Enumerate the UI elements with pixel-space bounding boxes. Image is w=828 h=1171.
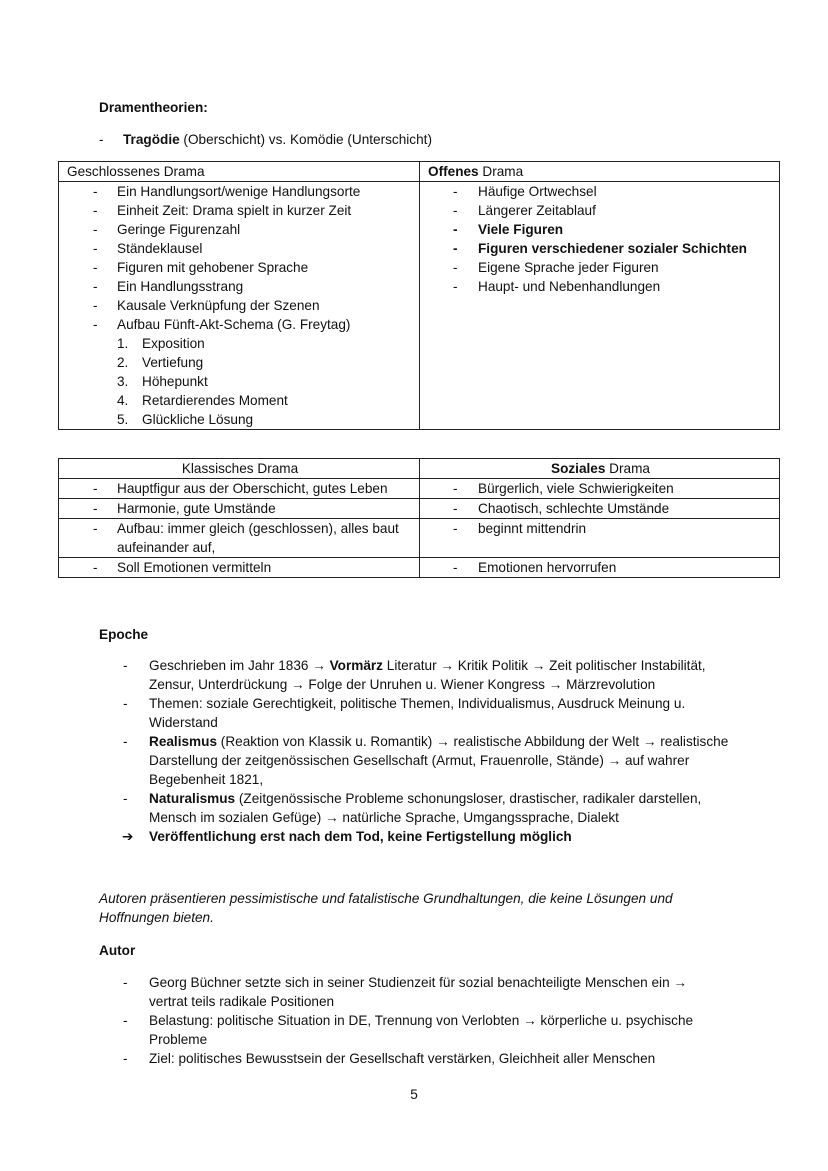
klassisch-sozial-table [58,458,780,578]
numbered-text: Exposition [142,336,205,351]
list-item: - Ein Handlungsstrang [67,277,413,296]
cell-text: - Hauptfigur aus der Oberschicht, gutes Leben [67,479,413,498]
cell-text: - Emotionen hervorrufen [428,558,773,577]
number-label: 1. [117,336,129,351]
cell-text: - Harmonie, gute Umstände [67,499,413,518]
table-cell [420,479,780,499]
cell-text: - Bürgerlich, viele Schwierigkeiten [428,479,773,498]
numbered-item [67,353,413,372]
list-item: - Längerer Zeitablauf [428,201,773,220]
list-item: - Häufige Ortwechsel [428,182,773,201]
item-text: Literatur → Kritik Politik → Zeit politischer Instabilität, Zensur, Unterdrückung → Folge der Unruhen u. Wiener Kongress → Märzrevolution [149,658,706,692]
cell-text: - Aufbau: immer gleich (geschlossen), alles baut aufeinander auf, [67,519,413,557]
intro-bold: Tragödie [123,132,180,147]
numbered-text: Glückliche Lösung [142,412,254,427]
numbered-text: Retardierendes Moment [142,393,288,408]
table-cell [420,519,780,558]
item-bold: Realismus [149,734,218,749]
list-item: - Haupt- und Nebenhandlungen [428,277,773,296]
numbered-item [67,372,413,391]
header-soziales-rest: Drama [605,461,650,476]
autor-list [0,973,828,1068]
table-row [59,499,780,519]
offenes-list [428,182,773,296]
item-text: Geschrieben im Jahr 1836 → [149,658,330,673]
header-offenes-rest: Drama [478,164,524,179]
intro-line [99,130,432,149]
item-bold: Vormärz [329,658,383,673]
numbered-text: Höhepunkt [142,374,208,389]
table-cell [420,558,780,578]
intro-rest: (Oberschicht) vs. Komödie (Unterschicht) [179,132,432,147]
table-header-row [59,459,780,479]
freytag-numbered-list [67,334,413,429]
table-cell [59,499,420,519]
header-geschlossenes: Geschlossenes Drama [59,162,420,182]
arrow-text: Veröffentlichung erst nach dem Tod, keine Fertigstellung möglich [149,829,572,844]
page-number: 5 [410,1087,418,1102]
list-item: - Ständeklausel [67,239,413,258]
table-header-row [59,162,780,182]
item-text: (Zeitgenössische Probleme schonungsloser, drastischer, radikaler darstellen, Mensch im sozialen Gefüge) → natürliche Sprache, Umgangssprache, Dialekt [149,791,702,825]
header-soziales-bold: Soziales [551,461,606,476]
drama-comparison-table [58,161,780,430]
list-item: - Viele Figuren [428,220,773,239]
header-offenes [420,162,780,182]
numbered-item [67,334,413,353]
list-item: - Ein Handlungsort/wenige Handlungsorte [67,182,413,201]
arrow-icon: ➔ [122,829,134,844]
epoche-list [0,656,828,846]
cell-text: - Chaotisch, schlechte Umstände [428,499,773,518]
cell-text: - beginnt mittendrin [428,519,773,538]
list-item: - Ziel: politisches Bewusstsein der Gesellschaft verstärken, Gleichheit aller Menschen [0,1049,729,1068]
list-item: - Aufbau Fünft-Akt-Schema (G. Freytag) [67,315,413,334]
header-offenes-bold: Offenes [428,164,479,179]
table-body-row [59,182,780,430]
list-item: - Belastung: politische Situation in DE, Trennung von Verlobten → körperliche u. psychische Probleme [0,1011,729,1049]
header-klassisches: Klassisches Drama [59,459,420,479]
numbered-text: Vertiefung [142,355,204,370]
table-cell [59,558,420,578]
list-item: - Figuren mit gehobener Sprache [67,258,413,277]
arrow-conclusion [0,827,828,846]
list-item: - Einheit Zeit: Drama spielt in kurzer Zeit [67,201,413,220]
table-row [59,479,780,499]
geschlossenes-list-cell [59,182,420,430]
list-item: - Geringe Figurenzahl [67,220,413,239]
list-item: - Figuren verschiedener sozialer Schichten [428,239,773,258]
number-label: 5. [117,412,129,427]
section-heading-epoche: Epoche [99,627,149,642]
list-item: - Georg Büchner setzte sich in seiner Studienzeit für sozial benachteiligte Menschen ein → vertrat teils radikale Positionen [0,973,729,1011]
section-heading-dramentheorien: Dramentheorien: [99,100,208,115]
list-item [0,732,729,789]
geschlossenes-list [67,182,413,334]
dash-marker: - [99,132,104,147]
list-item: - Kausale Verknüpfung der Szenen [67,296,413,315]
number-label: 4. [117,393,129,408]
numbered-item [67,391,413,410]
list-item: - Eigene Sprache jeder Figuren [428,258,773,277]
item-text: (Reaktion von Klassik u. Romantik) → realistische Abbildung der Welt → realistische Darstellung der zeitgenössischen Gesellschaft (Armut, Frauenrolle, Stände) → auf wahrer Begebenheit 1821, [149,734,729,787]
cell-text: - Soll Emotionen vermitteln [67,558,413,577]
table-cell [59,519,420,558]
offenes-list-cell [420,182,780,430]
number-label: 3. [117,374,129,389]
italic-note: Autoren präsentieren pessimistische und fatalistische Grundhaltungen, die keine Lösungen und Hoffnungen bieten. [99,891,673,925]
table-cell [59,479,420,499]
list-item [0,656,729,694]
table-cell [420,499,780,519]
item-bold: Naturalismus [149,791,236,806]
table-row [59,519,780,558]
list-item [0,789,729,827]
number-label: 2. [117,355,129,370]
header-soziales [420,459,780,479]
list-item: - Themen: soziale Gerechtigkeit, politische Themen, Individualismus, Ausdruck Meinung u. Widerstand [0,694,729,732]
section-heading-autor: Autor [99,943,136,958]
table-row [59,558,780,578]
numbered-item [67,410,413,429]
